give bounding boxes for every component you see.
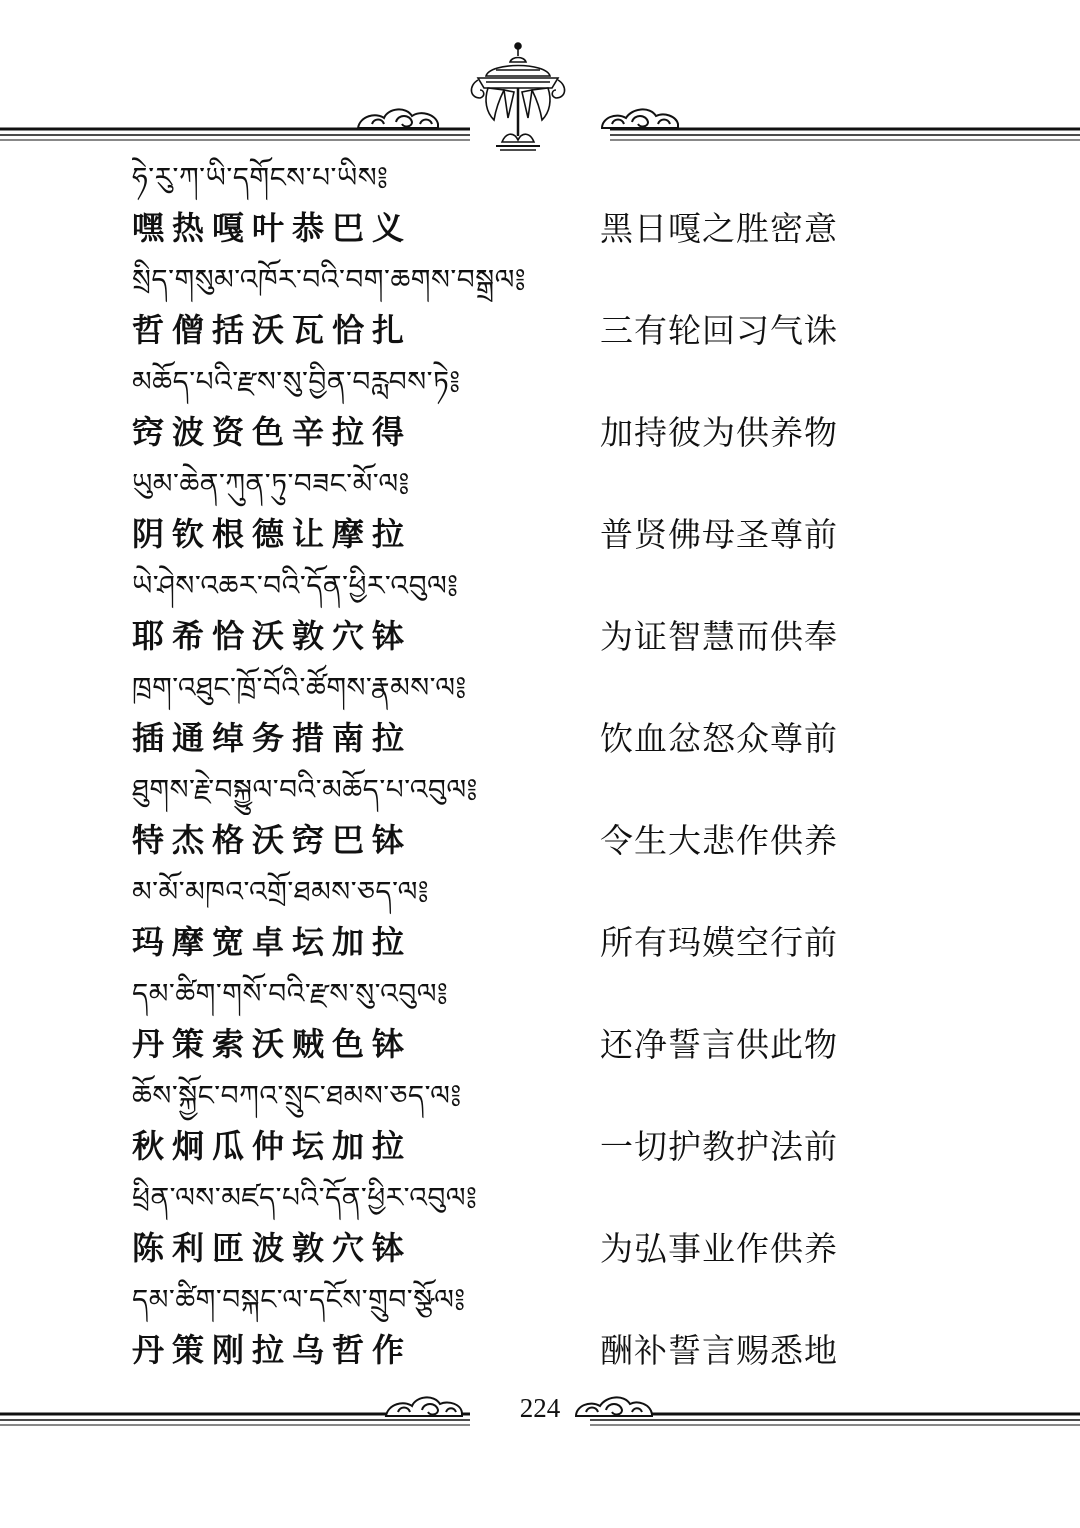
chinese-meaning-line: 为证智慧而供奉 [600,617,838,656]
chinese-meaning-line: 为弘事业作供养 [600,1229,838,1268]
header-rule-left [0,129,470,140]
tibetan-line: ཧེ་རུ་ཀ་ཡི་དགོངས་པ་ཡིས༔ [132,161,389,194]
chinese-meaning-line: 三有轮回习气诛 [600,311,838,350]
verse-pair [132,713,852,764]
tibetan-line: མཆོད་པའི་རྫས་སུ་བྱིན་བརླབས་ཏེ༔ [132,365,461,398]
parasol-emblem-icon [471,43,564,150]
chinese-meaning-line: 一切护教护法前 [600,1127,838,1166]
chinese-meaning-line: 所有玛嫫空行前 [600,923,838,962]
verse-pair [132,1121,852,1172]
transliteration-line: 插通绰务措南拉 [132,719,413,757]
tibetan-line: སྲིད་གསུམ་འཁོར་བའི་བག་ཆགས་བསྒྲལ༔ [132,263,527,296]
transliteration-line: 阴钦根德让摩拉 [132,515,413,553]
tibetan-line: དམ་ཚིག་བསྐང་ལ་དངོས་གྲུབ་སྩོལ༔ [132,1283,466,1316]
verse-pair [132,611,852,662]
transliteration-line: 嘿热嘎叶恭巴义 [132,209,413,247]
page-number: 224 [519,1393,561,1423]
transliteration-line: 丹策刚拉乌哲作 [132,1331,413,1369]
chinese-meaning-line: 黑日嘎之胜密意 [600,209,838,248]
verse-pair [132,305,852,356]
verse-pair [132,917,852,968]
chinese-meaning-line: 普贤佛母圣尊前 [600,515,838,554]
verse-pair [132,509,852,560]
chinese-meaning-line: 饮血忿怒众尊前 [600,719,838,758]
chinese-meaning-line: 还净誓言供此物 [600,1025,838,1064]
transliteration-line: 陈利匝波敦穴钵 [132,1229,413,1267]
verse-pair [132,815,852,866]
transliteration-line: 秋炯瓜仲坛加拉 [132,1127,413,1165]
tibetan-line: ཁྲག་འཐུང་ཁྲོ་བོའི་ཚོགས་རྣམས་ལ༔ [132,671,467,704]
transliteration-line: 玛摩宽卓坛加拉 [132,923,413,961]
verse-list [132,152,852,1376]
verse-pair [132,407,852,458]
transliteration-line: 丹策索沃贼色钵 [132,1025,413,1063]
transliteration-line: 特杰格沃窍巴钵 [132,821,413,859]
chinese-meaning-line: 酬补誓言赐悉地 [600,1331,838,1370]
tibetan-line: ཕྲིན་ལས་མཛད་པའི་དོན་ཕྱིར་འབུལ༔ [132,1181,478,1214]
chinese-meaning-line: 令生大悲作供养 [600,821,838,860]
tibetan-line: ཡེ་ཤེས་འཆར་བའི་དོན་ཕྱིར་འབུལ༔ [132,569,459,602]
header-ornament [0,0,1080,160]
transliteration-line: 哲僧括沃瓦恰扎 [132,311,413,349]
header-rule-right [610,129,1080,140]
verse-pair [132,203,852,254]
cloud-scroll-left-icon [358,109,438,128]
tibetan-line: མ་མོ་མཁའ་འགྲོ་ཐམས་ཅད་ལ༔ [132,875,430,908]
verse-pair [132,1325,852,1376]
transliteration-line: 窍波资色辛拉得 [132,413,413,451]
chinese-meaning-line: 加持彼为供养物 [600,413,838,452]
tibetan-line: ཆོས་སྐྱོང་བཀའ་སྲུང་ཐམས་ཅད་ལ༔ [132,1079,462,1112]
transliteration-line: 耶希恰沃敦穴钵 [132,617,413,655]
tibetan-line: དམ་ཚིག་གསོ་བའི་རྫས་སུ་འབུལ༔ [132,977,449,1010]
verse-pair [132,1019,852,1070]
cloud-scroll-right-icon [602,109,678,128]
verse-pair [132,1223,852,1274]
tibetan-line: ཐུགས་རྗེ་བསྐྱུལ་བའི་མཆོད་པ་འབུལ༔ [132,773,478,806]
tibetan-line: ཡུམ་ཆེན་ཀུན་ཏུ་བཟང་མོ་ལ༔ [132,467,410,500]
